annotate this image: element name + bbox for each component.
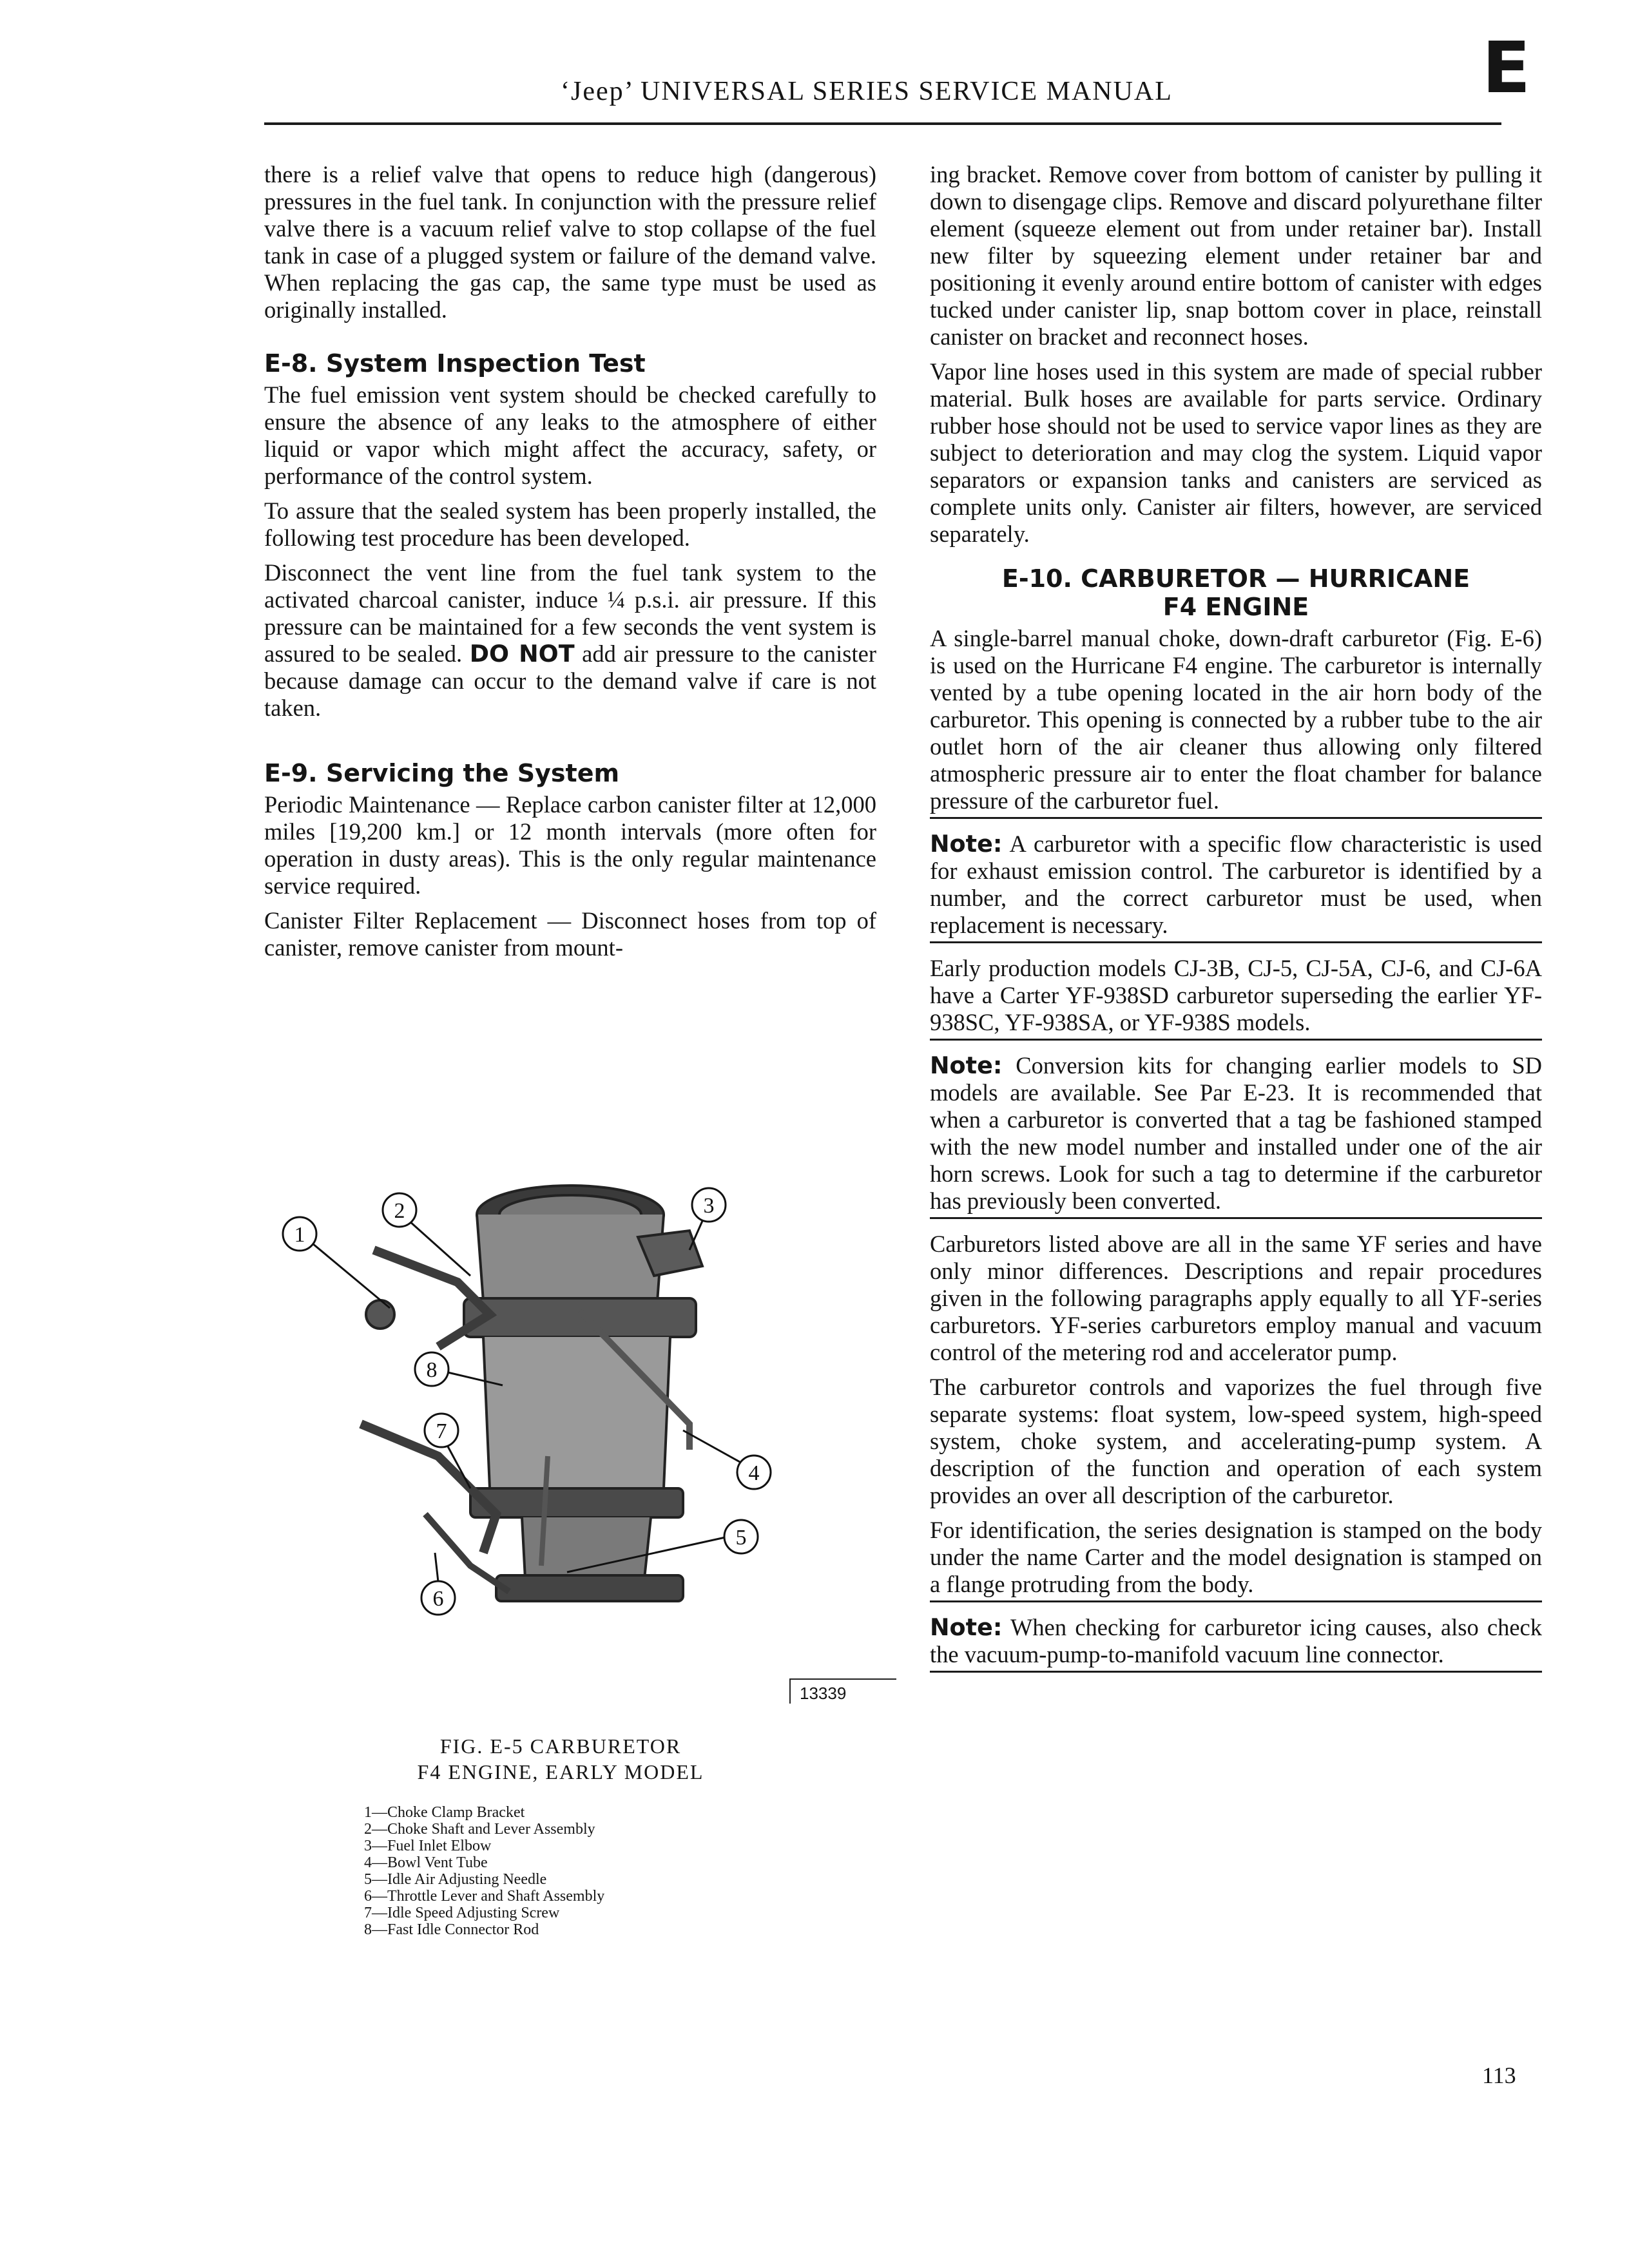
callout-3-label: 3	[703, 1194, 715, 1218]
note-icing	[930, 1614, 1542, 1673]
callout-1-label: 1	[294, 1223, 305, 1247]
manual-title: ‘Jeep’ UNIVERSAL SERIES SERVICE MANUAL	[561, 77, 1173, 106]
e8-paragraph-2: To assure that the sealed system has been properly installed, the following test procedure has been developed.	[264, 497, 876, 551]
early-models-paragraph: Early production models CJ-3B, CJ-5, CJ-5A, CJ-6, and CJ-6A have a Carter YF-938SD carburetor superseding the earlier YF-938SC, YF-938SA, or YF-938S models.	[930, 955, 1542, 1035]
callout-4	[737, 1456, 771, 1489]
legend-item: 4—Bowl Vent Tube	[364, 1854, 488, 1871]
callout-2	[383, 1193, 416, 1227]
callout-7-label: 7	[436, 1419, 447, 1443]
five-systems-paragraph: The carburetor controls and vaporizes the fuel through five separate systems: float system, low-speed system, high-speed system, choke system, and accelerating-pump system. A description of the function and operation of each system provides an over all description of the carburetor.	[930, 1374, 1542, 1508]
note-3-text: When checking for carburetor icing causes, also check the vacuum-pump-to-manifold vacuum line connector.	[930, 1614, 1542, 1667]
intro-paragraph: there is a relief valve that opens to reduce high (dangerous) pressures in the fuel tank. In conjunction with the pressure relief valve there is a vacuum relief valve to stop collapse of the fuel tank in case of a plugged system or failure of the demand valve. When replacing the gas cap, the same type must be used as originally installed.	[264, 161, 876, 323]
right-column	[930, 161, 1542, 1684]
callout-5-label: 5	[735, 1526, 747, 1550]
legend-item: 3—Fuel Inlet Elbow	[364, 1838, 492, 1854]
section-e9-heading: E-9. Servicing the System	[264, 759, 620, 787]
e8-paragraph-3-start: Disconnect the vent line from the fuel tank system to the activated charcoal canister, induce ¼ p.s.i. air pressure. If this pressure can be maintained for a few seconds the vent system is assured to be sealed.	[264, 559, 876, 667]
note-2-text: Conversion kits for changing earlier models to SD models are available. See Par E-23. It is recommended that when a carburetor is converted that a tag be fashioned stamped with the new model number and installed under one of the air horn screws. Look for such a tag to determine if the carburetor has previously been converted.	[930, 1052, 1542, 1214]
identification-block	[930, 1517, 1542, 1602]
e8-paragraph-3-end: add air pressure to the canister because damage can occur to the demand valve if care is not taken.	[264, 640, 876, 721]
yf-series-paragraph: Carburetors listed above are all in the same YF series and have only minor differences. Descriptions and repair procedures given in the following paragraphs apply equally to all YF-series carburetors. YF-series carburetors employ manual and vacuum control of the metering rod and accelerator pump.	[930, 1231, 1542, 1365]
note-flow-characteristic	[930, 831, 1542, 943]
carburetor-illustration	[361, 1186, 702, 1601]
callout-4-label: 4	[748, 1461, 760, 1485]
e8-paragraph-3	[264, 559, 876, 722]
note-label: Note:	[930, 1052, 1003, 1079]
e9-paragraph-1: Periodic Maintenance — Replace carbon canister filter at 12,000 miles [19,200 km.] or 12 month intervals (more often for operation in dusty areas). This is the only regular maintenance service required.	[264, 791, 876, 899]
note-label: Note:	[930, 830, 1003, 858]
canister-continuation: ing bracket. Remove cover from bottom of canister by pulling it down to disengage clips. Remove and discard polyurethane filter element (squeeze element out from under retainer bar). Install new filter by squeezing element under retainer bar and positioning it evenly around entire bottom of canister with edges tucked under canister lip, snap bottom cover in place, reinstall canister on bracket and reconnect hoses.	[930, 161, 1542, 350]
left-column	[264, 161, 876, 969]
figure-reference-number: 13339	[789, 1678, 896, 1704]
carburetor-figure	[277, 1153, 896, 1720]
figure-caption-line-2: F4 ENGINE, EARLY MODEL	[417, 1760, 704, 1783]
legend-item: 6—Throttle Lever and Shaft Assembly	[364, 1888, 605, 1905]
e10-intro-block	[930, 625, 1542, 819]
note-label: Note:	[930, 1613, 1003, 1641]
section-e8-heading: E-8. System Inspection Test	[264, 349, 646, 378]
vapor-hose-paragraph: Vapor line hoses used in this system are made of special rubber material. Bulk hoses are available for parts service. Ordinary rubber hose should not be used to service vapor lines as they are subject to deterioration and may clog the system. Liquid vapor separators or expansion tanks and canisters are serviced as complete units only. Canister air filters, however, are serviced separately.	[930, 358, 1542, 547]
figure-caption-line-1: FIG. E-5 CARBURETOR	[439, 1735, 682, 1758]
legend-item: 5—Idle Air Adjusting Needle	[364, 1871, 547, 1888]
section-e10-heading-line-1: E-10. CARBURETOR — HURRICANE	[1001, 564, 1470, 593]
e8-paragraph-1: The fuel emission vent system should be checked carefully to ensure the absence of any leaks to the atmosphere of either liquid or vapor which might affect the accuracy, safety, or performance of the control system.	[264, 381, 876, 489]
page-number: 113	[1482, 2062, 1516, 2088]
callout-7	[425, 1414, 458, 1447]
do-not-emphasis: DO NOT	[469, 640, 575, 668]
callout-6-label: 6	[432, 1587, 444, 1611]
callout-2-label: 2	[394, 1199, 405, 1223]
page-header	[264, 64, 1501, 125]
section-letter: E	[1482, 26, 1531, 109]
legend-item: 8—Fast Idle Connector Rod	[364, 1921, 539, 1938]
early-models-block	[930, 955, 1542, 1041]
note-1-text: A carburetor with a specific flow characteristic is used for exhaust emission control. The carburetor is identified by a number, and the correct carburetor must be used, when replacement is necessary.	[930, 831, 1542, 938]
callout-3	[692, 1188, 726, 1222]
callout-8-label: 8	[426, 1358, 438, 1382]
callout-5	[724, 1520, 758, 1553]
section-e10-heading	[930, 564, 1542, 621]
figure-caption	[348, 1733, 773, 1785]
e10-paragraph-1: A single-barrel manual choke, down-draft carburetor (Fig. E-6) is used on the Hurricane F4 engine. The carburetor is internally vented by a tube opening located in the air horn body of the carburetor. This opening is connected by a rubber tube to the air outlet horn of the air cleaner thus allowing only filtered atmospheric pressure air to enter the float chamber for balance pressure of the carburetor fuel.	[930, 625, 1542, 814]
note-conversion-kits	[930, 1052, 1542, 1219]
legend-item: 7—Idle Speed Adjusting Screw	[364, 1905, 560, 1921]
callout-6	[421, 1581, 455, 1615]
figure-legend	[364, 1804, 815, 1938]
identification-paragraph: For identification, the series designation is stamped on the body under the name Carter and the model designation is stamped on a flange protruding from the body.	[930, 1517, 1542, 1597]
callout-8	[415, 1352, 448, 1386]
legend-item: 2—Choke Shaft and Lever Assembly	[364, 1821, 595, 1838]
legend-item: 1—Choke Clamp Bracket	[364, 1804, 525, 1821]
section-e10-heading-line-2: F4 ENGINE	[1162, 593, 1309, 621]
callout-1	[283, 1217, 316, 1251]
e9-paragraph-2: Canister Filter Replacement — Disconnect hoses from top of canister, remove canister from mount-	[264, 907, 876, 961]
